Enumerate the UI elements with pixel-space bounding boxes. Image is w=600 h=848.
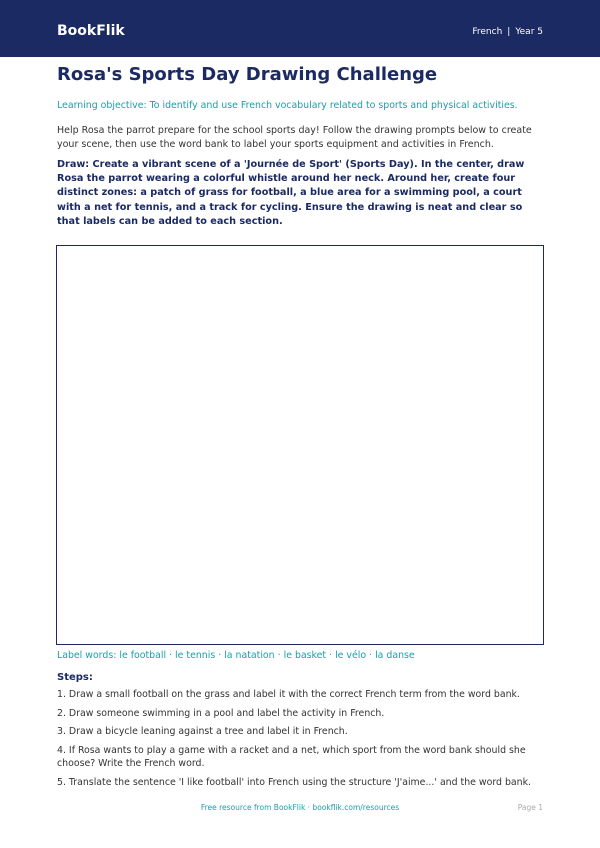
label-words: [57, 650, 547, 661]
word-separator: ·: [277, 650, 281, 661]
step-item: 1. Draw a small football on the grass and label it with the correct French term from the word bank.: [57, 689, 520, 700]
word-bank-item: le basket: [283, 650, 327, 661]
brand-logo-text: BookFlik: [57, 23, 125, 39]
word-bank-item: la danse: [375, 650, 415, 661]
word-bank-item: le tennis: [175, 650, 216, 661]
subject-separator: |: [507, 27, 511, 37]
word-bank-item: le football: [119, 650, 167, 661]
page-title: Rosa's Sports Day Drawing Challenge: [57, 64, 438, 85]
subject-label: French: [472, 27, 503, 37]
steps-heading: Steps:: [57, 672, 93, 683]
label-words-prefix: Label words:: [57, 650, 117, 661]
word-separator: ·: [369, 650, 373, 661]
step-item: 3. Draw a bicycle leaning against a tree and label it in French.: [57, 726, 348, 737]
page-number: Page 1: [517, 803, 543, 812]
word-bank-item: la natation: [224, 650, 275, 661]
step-item: 4. If Rosa wants to play a game with a racket and a net, which sport from the word bank should she choose? Write the French word.: [57, 744, 526, 769]
word-separator: ·: [169, 650, 173, 661]
word-separator: ·: [218, 650, 222, 661]
learning-objective: Learning objective: To identify and use French vocabulary related to sports and physical activities.: [57, 100, 518, 111]
header-bar: [0, 0, 600, 57]
steps-list: [57, 688, 547, 794]
step-item: 2. Draw someone swimming in a pool and label the activity in French.: [57, 707, 385, 719]
year-label: Year 5: [515, 27, 543, 37]
subject-year-label: [472, 27, 543, 37]
drawing-area[interactable]: [56, 245, 544, 645]
word-separator: ·: [329, 650, 333, 661]
drawing-prompt: Draw: Create a vibrant scene of a 'Journée de Sport' (Sports Day). In the center, draw Rosa the parrot wearing a colorful whistle around her neck. Around her, create four distinct zones: a patch of grass for football, a blue area for a swimming pool, a court with a net for tennis, and a track for cycling. Ensure the drawing is neat and clear so that labels can be added to each section.: [57, 159, 525, 227]
footer-credit: Free resource from BookFlik · bookflik.com/resources: [200, 803, 400, 812]
word-bank-item: le vélo: [335, 650, 367, 661]
step-item: 5. Translate the sentence 'I like football' into French using the structure 'J'aime...' and the word bank.: [57, 776, 531, 788]
intro-text: Help Rosa the parrot prepare for the school sports day! Follow the drawing prompts below to create your scene, then use the word bank to label your sports equipment and activities in French.: [57, 125, 532, 150]
